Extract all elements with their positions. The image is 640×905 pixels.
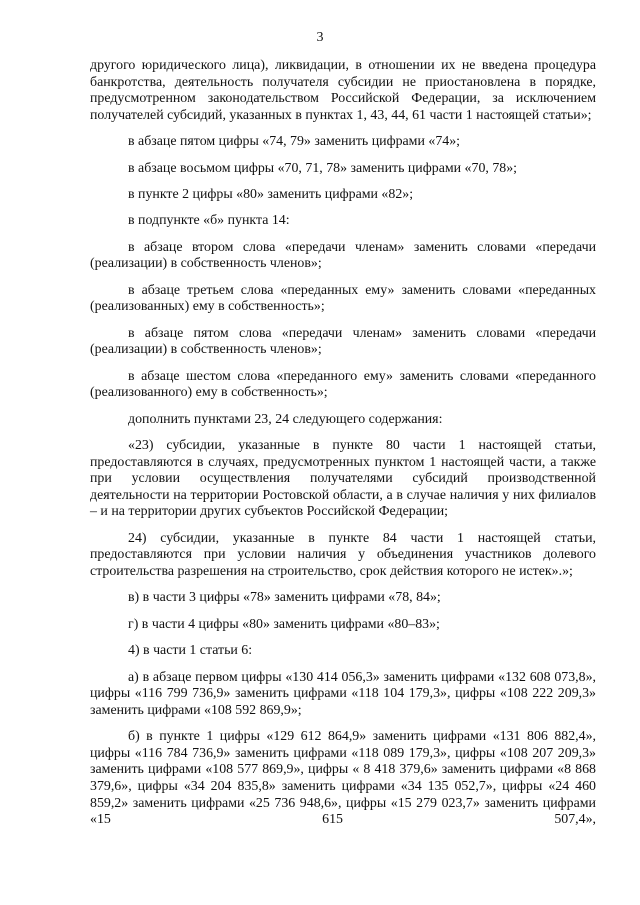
paragraph-item: в абзаце втором слова «передачи членам» заменить словами «передачи (реализации) в собственность членов»; — [90, 239, 596, 272]
paragraph-continuation: другого юридического лица), ликвидации, в отношении их не введена процедура банкротства, деятельность получателя субсидии не приостановлена в порядке, предусмотренном законодательством Российской Федерации, за исключением получателей субсидий, указанных в пунктах 1, 43, 44, 61 части 1 настоящей статьи»; — [90, 58, 596, 123]
paragraph-item: в абзаце восьмом цифры «70, 71, 78» заменить цифрами «70, 78»; — [128, 160, 518, 176]
paragraph-item: в абзаце третьем слова «переданных ему» заменить словами «переданных (реализованных) ему в собственность»; — [90, 282, 596, 315]
paragraph-item-b: б) в пункте 1 цифры «129 612 864,9» заменить цифрами «131 806 882,4», цифры «116 784 736,9» заменить цифрами «118 089 179,3», цифры «108 207 209,3» заменить цифрами «108 577 869,9», цифры « 8 418 379,6» заменить цифрами «8 868 379,6», цифры «34 204 835,8» заменить цифрами «34 135 052,7», цифры «24 460 859,2» заменить цифрами «25 736 948,6», цифры «15 279 023,7» заменить цифрами «15 615 507,4», — [90, 729, 596, 828]
paragraph-item: в абзаце пятом слова «передачи членам» заменить словами «передачи (реализации) в собственность членов»; — [90, 325, 596, 358]
paragraph-item: дополнить пунктами 23, 24 следующего содержания: — [128, 411, 443, 427]
page-number: 3 — [316, 30, 324, 45]
paragraph-item: в подпункте «б» пункта 14: — [128, 213, 290, 229]
paragraph-item-23: «23) субсидии, указанные в пункте 80 части 1 настоящей статьи, предоставляются в случаях, предусмотренных пунктом 1 настоящей части, а также при условии осуществления получателями субсидий производственной деятельности на территории Ростовской области, а в случае наличия у них филиалов – и на территории других субъектов Российской Федерации; — [90, 438, 596, 520]
paragraph-item-a: а) в абзаце первом цифры «130 414 056,3» заменить цифрами «132 608 073,8», цифры «116 799 736,9» заменить цифрами «118 104 179,3», цифры «108 222 209,3» заменить цифрами «108 592 869,9»; — [90, 669, 596, 718]
paragraph-item: 4) в части 1 статьи 6: — [128, 643, 253, 659]
paragraph-item: в абзаце шестом слова «переданного ему» заменить словами «переданного (реализованного) ему в собственность»; — [90, 368, 596, 401]
paragraph-item: в) в части 3 цифры «78» заменить цифрами «78, 84»; — [128, 590, 441, 606]
paragraph-item-24: 24) субсидии, указанные в пункте 84 части 1 настоящей статьи, предоставляются при условии наличия у объединения участников долевого строительства разрешения на строительство, срок действия которого не истек».»; — [90, 530, 596, 580]
paragraph-item: в пункте 2 цифры «80» заменить цифрами «82»; — [128, 186, 414, 202]
paragraph-item: г) в части 4 цифры «80» заменить цифрами «80–83»; — [128, 616, 440, 632]
document-body — [90, 58, 596, 839]
paragraph-item: в абзаце пятом цифры «74, 79» заменить цифрами «74»; — [128, 134, 461, 150]
